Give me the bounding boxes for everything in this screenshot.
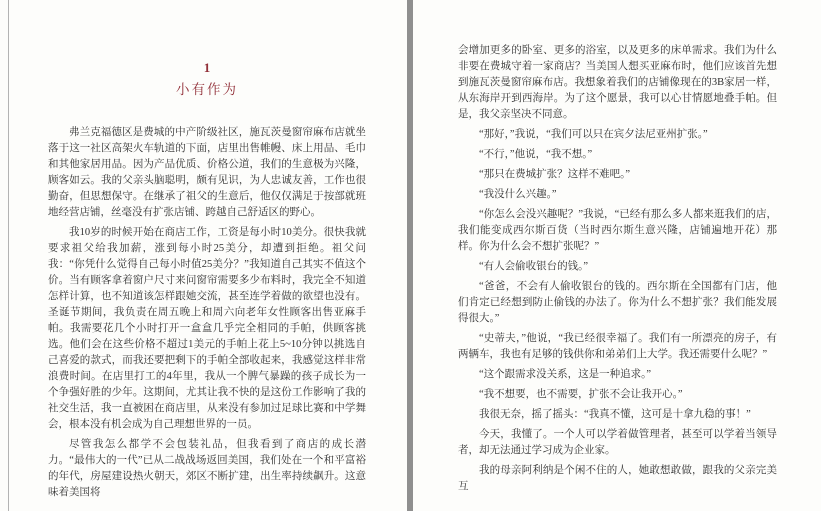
paragraph: 我的母亲阿利纳是个闲不住的人，她敢想敢做，跟我的父亲完美互: [458, 465, 777, 492]
page-left: [48, 60, 366, 501]
paragraph: “我没什么兴趣。”: [479, 189, 557, 200]
paragraph: 会增加更多的卧室、更多的浴室，以及更多的床单需求。我们为什么非要在费城守着一家商店？当美国人想买亚麻布时，他们应该首先想到施瓦茨曼窗帘麻布店。我想象着我们的店铺像现在的3B家居一样，从东海岸开到西海岸。为了这个愿景，我可以心甘情愿地叠手帕。但是，我父亲坚决不同意。: [458, 45, 777, 120]
page-divider: [407, 0, 413, 511]
paragraph: “你怎么会没兴趣呢？”我说，“已经有那么多人都来逛我们的店，我们能变成西尔斯百货（当时西尔斯生意兴隆，店铺遍地开花）那样。你为什么会不想扩张呢？”: [458, 209, 777, 252]
paragraph: “那好，”我说，“我们可以只在宾夕法尼亚州扩张。”: [479, 129, 708, 140]
page-edge-line: [8, 0, 9, 511]
paragraph: 我很无奈，摇了摇头：“我真不懂，这可是十拿九稳的事！”: [479, 409, 751, 420]
left-page-body: [48, 125, 366, 501]
chapter-title: 小有作为: [176, 82, 238, 97]
paragraph: “我不想要，也不需要，扩张不会让我开心。”: [479, 389, 683, 400]
paragraph: “不行，”他说，“我不想。”: [479, 149, 593, 160]
paragraph: “史蒂夫，”他说，“我已经很幸福了。我们有一所漂亮的房子，有两辆车，我也有足够的钱供你和弟弟们上大学。我还需要什么呢？”: [458, 333, 777, 360]
paragraph: 今天，我懂了。一个人可以学着做管理者，甚至可以学着当领导者，却无法通过学习成为企业家。: [458, 429, 777, 456]
chapter-number: 1: [203, 60, 211, 75]
paragraph: 弗兰克福德区是费城的中产阶级社区，施瓦茨曼窗帘麻布店就坐落于这一社区高架火车轨道的下面，店里出售帷幔、床上用品、毛巾和其他家居用品。因为产品优质、价格公道，我们的生意极为兴隆，顾客如云。我的父亲头脑聪明，颇有见识，为人忠诚友善，工作也很勤奋，但思想保守。在继承了祖父的生意后，他仅仅满足于按部就班地经营店铺，丝毫没有扩张店铺、跨越自己舒适区的野心。: [48, 127, 366, 218]
paragraph: 我10岁的时候开始在商店工作，工资是每小时10美分。很快我就要求祖父给我加薪，涨到每小时25美分，却遭到拒绝。祖父问我：“你凭什么觉得自己每小时值25美分？”我知道自己其实不值这个价。当有顾客拿着窗户尺寸来问窗帘需要多少布料时，我完全不知道怎样计算，也不知道该怎样跟她交流，甚至连学着做的欲望也没有。圣诞节期间，我负责在周五晚上和周六向老年女性顾客出售亚麻手帕。我需要花几个小时打开一盒盒几乎完全相同的手帕，供顾客挑选。他们会在这些价格不超过1美元的手帕上花上5~10分钟以挑选自己喜爱的款式，而我还要把剩下的手帕全部收起来，我感觉这样非常浪费时间。在店里打工的4年里，我从一个脾气暴躁的孩子成长为一个争强好胜的少年。这期间，尤其让我不快的是这份工作影响了我的社交生活，我一直被困在商店里，从来没有参加过足球比赛和中学舞会，根本没有机会成为自己理想世界的一员。: [48, 227, 366, 430]
paragraph: “有人会偷收银台的钱。”: [479, 261, 589, 272]
paragraph: 尽管我怎么都学不会包装礼品，但我看到了商店的成长潜力。“最伟大的一代”已从二战战场返回美国，我们处在一个和平富裕的年代，房屋建设热火朝天，郊区不断扩建，出生率持续飙升。这意味着美国将: [48, 439, 366, 498]
paragraph: “爸爸，不会有人偷收银台的钱的。西尔斯在全国都有门店，他们肯定已经想到防止偷钱的办法了。你为什么不想扩张？我们能发展得很大。”: [458, 281, 777, 324]
paragraph: “这个跟需求没关系，这是一种追求。”: [479, 369, 652, 380]
right-page-body: [458, 43, 777, 495]
paragraph: “那只在费城扩张？这样不难吧。”: [479, 169, 631, 180]
page-right: [458, 43, 777, 495]
